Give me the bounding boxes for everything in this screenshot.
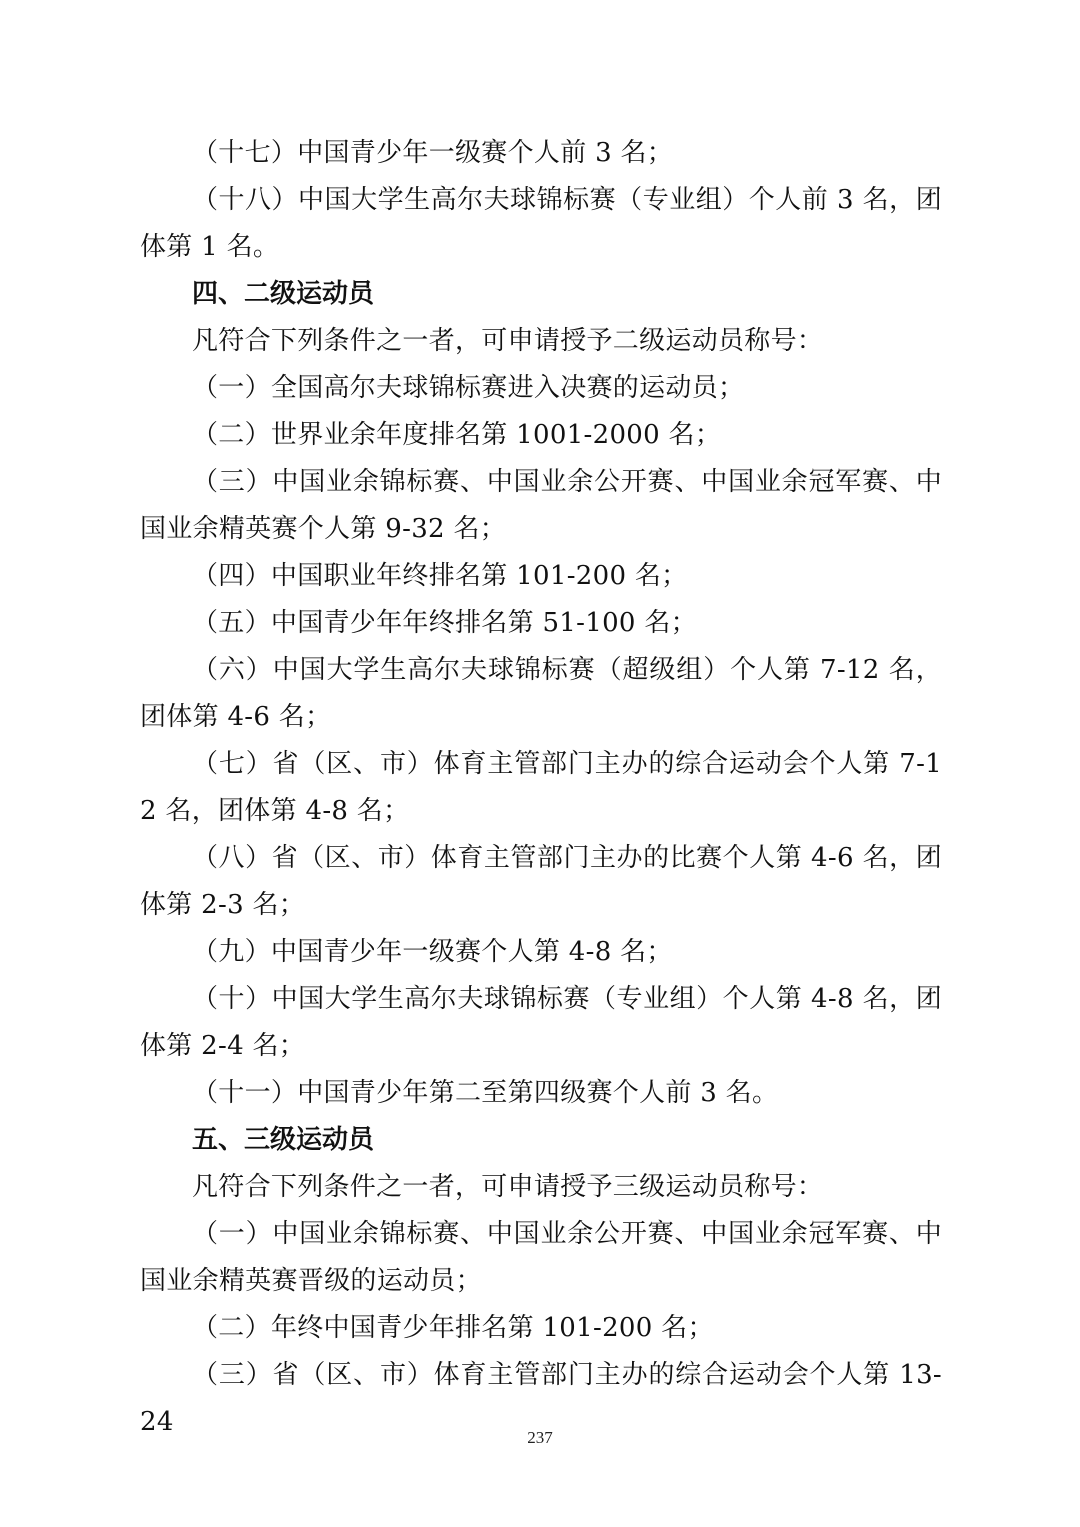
level2-item-6: （六）中国大学生高尔夫球锦标赛（超级组）个人第 7-12 名，团体第 4-6 名； (140, 655, 942, 732)
paragraph-17: （十七）中国青少年一级赛个人前 3 名； (192, 138, 674, 168)
level2-item-9: （九）中国青少年一级赛个人第 4-8 名； (192, 937, 673, 967)
level2-item-8: （八）省（区、市）体育主管部门主办的比赛个人第 4-6 名，团体第 2-3 名； (140, 843, 942, 920)
section-heading-level-2: 四、二级运动员 (192, 279, 375, 309)
level3-item-3: （三）省（区、市）体育主管部门主办的综合运动会个人第 13-24 (140, 1360, 942, 1437)
section-heading-level-3: 五、三级运动员 (192, 1125, 375, 1155)
level2-item-7: （七）省（区、市）体育主管部门主办的综合运动会个人第 7-12 名，团体第 4-8 名； (140, 749, 942, 826)
level2-item-5: （五）中国青少年年终排名第 51-100 名； (192, 608, 697, 638)
document-body (140, 130, 942, 1446)
level3-item-2: （二）年终中国青少年排名第 101-200 名； (192, 1313, 714, 1343)
level2-item-3: （三）中国业余锦标赛、中国业余公开赛、中国业余冠军赛、中国业余精英赛个人第 9-32 名； (140, 467, 942, 544)
level3-item-1: （一）中国业余锦标赛、中国业余公开赛、中国业余冠军赛、中国业余精英赛晋级的运动员； (140, 1219, 942, 1296)
level2-item-4: （四）中国职业年终排名第 101-200 名； (192, 561, 688, 591)
level2-item-2: （二）世界业余年度排名第 1001-2000 名； (192, 420, 722, 450)
page-number: 237 (527, 1428, 553, 1447)
level2-item-10: （十）中国大学生高尔夫球锦标赛（专业组）个人第 4-8 名，团体第 2-4 名； (140, 984, 942, 1061)
level2-item-1: （一）全国高尔夫球锦标赛进入决赛的运动员； (192, 373, 745, 403)
section-intro-level-3: 凡符合下列条件之一者，可申请授予三级运动员称号： (192, 1172, 824, 1202)
paragraph-18: （十八）中国大学生高尔夫球锦标赛（专业组）个人前 3 名，团体第 1 名。 (140, 185, 942, 262)
level2-item-11: （十一）中国青少年第二至第四级赛个人前 3 名。 (192, 1078, 779, 1108)
section-intro-level-2: 凡符合下列条件之一者，可申请授予二级运动员称号： (192, 326, 824, 356)
